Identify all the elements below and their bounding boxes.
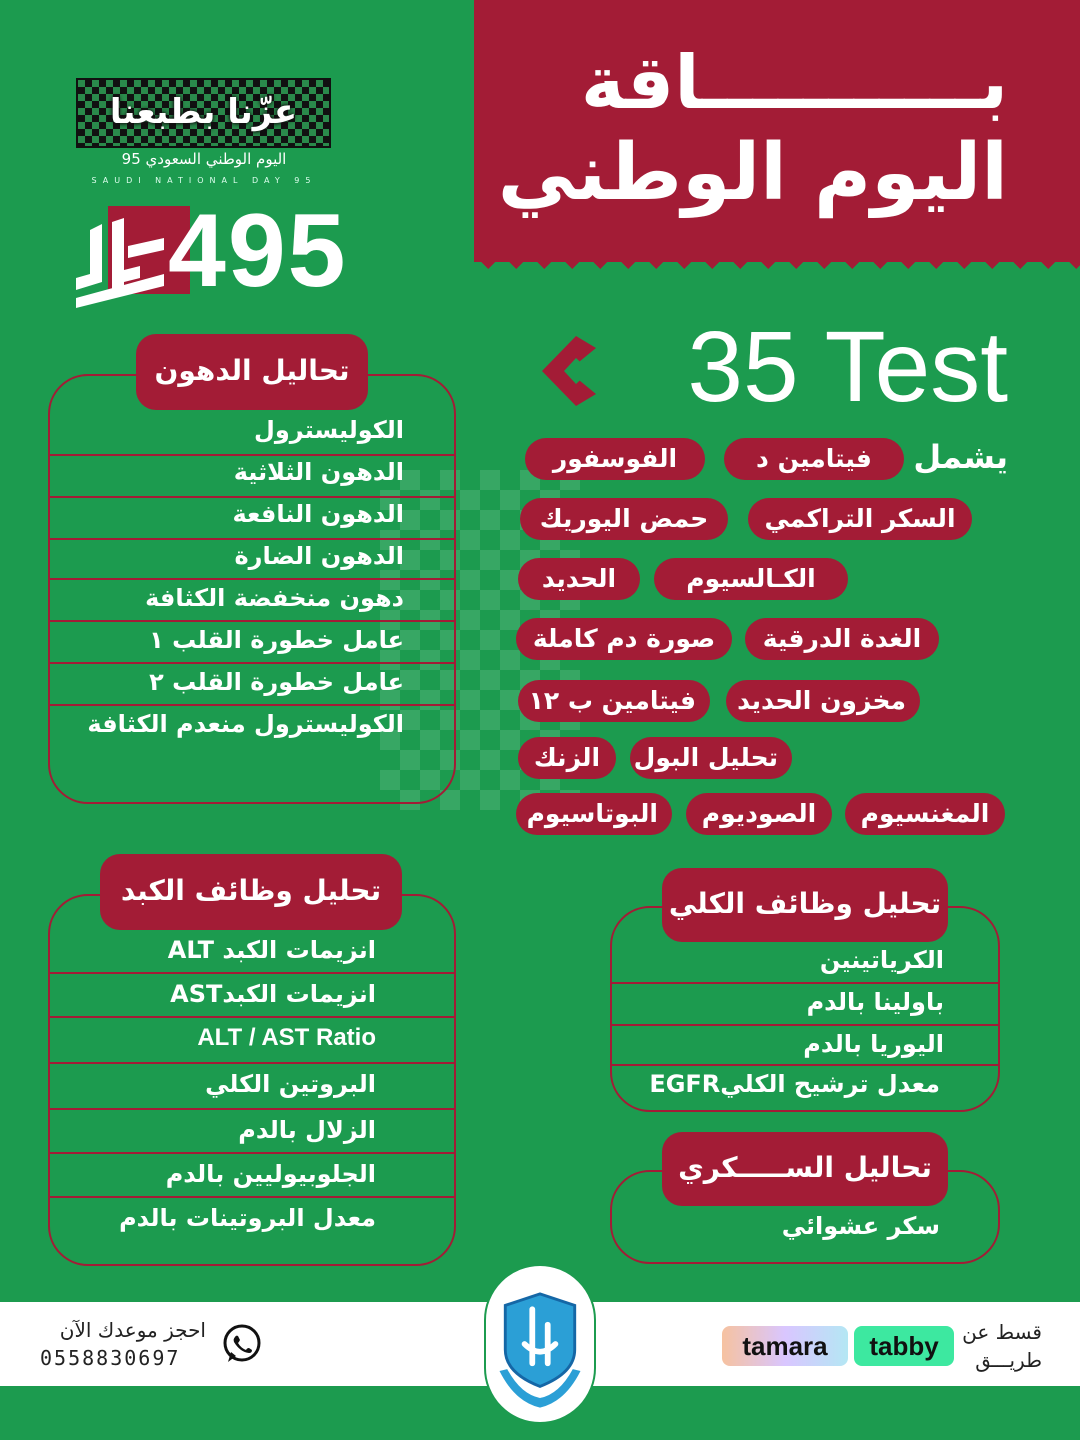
liver-item: انزيمات الكبد ALT <box>167 936 376 964</box>
national-day-logo <box>76 78 331 148</box>
test-pill: الحديد <box>518 558 640 600</box>
kidney-item: اليوريا بالدم <box>803 1030 944 1058</box>
test-pill: البوتاسيوم <box>516 793 672 835</box>
lipids-item: الكوليسترول <box>254 416 404 444</box>
test-pill: الزنك <box>518 737 616 779</box>
divider <box>50 1152 454 1154</box>
test-pill: المغنسيوم <box>845 793 1005 835</box>
test-pill: الغدة الدرقية <box>745 618 939 660</box>
liver-item: البروتين الكلي <box>205 1070 376 1098</box>
test-pill: الصوديوم <box>686 793 832 835</box>
divider <box>50 662 454 664</box>
test-pill: حمض اليوريك <box>520 498 728 540</box>
title-line-2: اليوم الوطني <box>497 128 1008 218</box>
test-pill: تحليل البول <box>630 737 792 779</box>
divider <box>50 1108 454 1110</box>
saudi-riyal-icon <box>72 218 168 308</box>
divider <box>50 1062 454 1064</box>
lipids-item: عامل خطورة القلب ١ <box>149 626 404 654</box>
national-day-logo-text: عزّنا بطبعنا <box>109 92 298 132</box>
liver-item: معدل البروتينات بالدم <box>119 1204 376 1232</box>
diabetes-title: تحاليل الســـــكري <box>662 1132 948 1206</box>
arrow-left-icon <box>542 336 596 406</box>
divider <box>612 1064 998 1066</box>
national-day-subtitle: اليوم الوطني السعودي 95 <box>121 150 287 168</box>
divider <box>50 538 454 540</box>
tabby-badge[interactable]: tabby <box>854 1326 954 1366</box>
lab-emblem-icon <box>486 1266 594 1422</box>
divider <box>50 1196 454 1198</box>
divider <box>50 620 454 622</box>
divider <box>612 982 998 984</box>
lipids-item: الدهون النافعة <box>232 500 404 528</box>
tests-count: 35 Test <box>687 311 1008 423</box>
title-banner-zigzag <box>474 255 1080 283</box>
lab-logo <box>484 1264 596 1424</box>
lipids-item: عامل خطورة القلب ٢ <box>149 668 404 696</box>
lipids-item: الكوليسترول منعدم الكثافة <box>87 710 404 738</box>
installment-line-2: طريـــق <box>975 1348 1042 1372</box>
divider <box>50 454 454 456</box>
divider <box>50 972 454 974</box>
book-appointment-label: احجز موعدك الآن <box>59 1318 206 1342</box>
kidney-item: باولينا بالدم <box>806 988 944 1016</box>
lipids-item: دهون منخفضة الكثافة <box>145 584 404 612</box>
liver-item: ALT / AST Ratio <box>197 1024 376 1051</box>
whatsapp-icon[interactable] <box>220 1322 264 1366</box>
liver-item: انزيمات الكبدAST <box>170 980 376 1008</box>
divider <box>50 578 454 580</box>
test-pill: السكر التراكمي <box>748 498 972 540</box>
test-pill: الكـالسيوم <box>654 558 848 600</box>
national-day-english: SAUDI NATIONAL DAY 95 <box>91 176 317 185</box>
title-line-1: بـــــــــــاقة <box>580 40 1008 126</box>
lipids-title: تحاليل الدهون <box>136 334 368 410</box>
test-pill: صورة دم كاملة <box>516 618 732 660</box>
test-pill: فيتامين د <box>724 438 904 480</box>
lipids-item: الدهون الثلاثية <box>233 458 404 486</box>
includes-label: يشمل <box>913 438 1008 476</box>
divider <box>50 1016 454 1018</box>
liver-title: تحليل وظائف الكبد <box>100 854 402 930</box>
divider <box>50 704 454 706</box>
kidney-title: تحليل وظائف الكلي <box>662 868 948 942</box>
diabetes-item: سكر عشوائي <box>781 1212 940 1240</box>
test-pill: مخزون الحديد <box>726 680 920 722</box>
kidney-item: الكرياتينين <box>819 946 944 974</box>
liver-item: الزلال بالدم <box>238 1116 376 1144</box>
liver-item: الجلوبيوليين بالدم <box>165 1160 376 1188</box>
installment-label <box>962 1318 1042 1374</box>
test-pill: الفوسفور <box>525 438 705 480</box>
lipids-item: الدهون الضارة <box>234 542 404 570</box>
price-value: 495 <box>168 193 348 309</box>
installment-line-1: قسط عن <box>962 1320 1042 1344</box>
tamara-badge[interactable]: tamara <box>722 1326 848 1366</box>
divider <box>50 496 454 498</box>
test-pill: فيتامين ب ١٢ <box>518 680 710 722</box>
kidney-item: معدل ترشيح الكليEGFR <box>649 1070 940 1098</box>
divider <box>612 1024 998 1026</box>
phone-number[interactable]: 0558830697 <box>40 1346 181 1370</box>
